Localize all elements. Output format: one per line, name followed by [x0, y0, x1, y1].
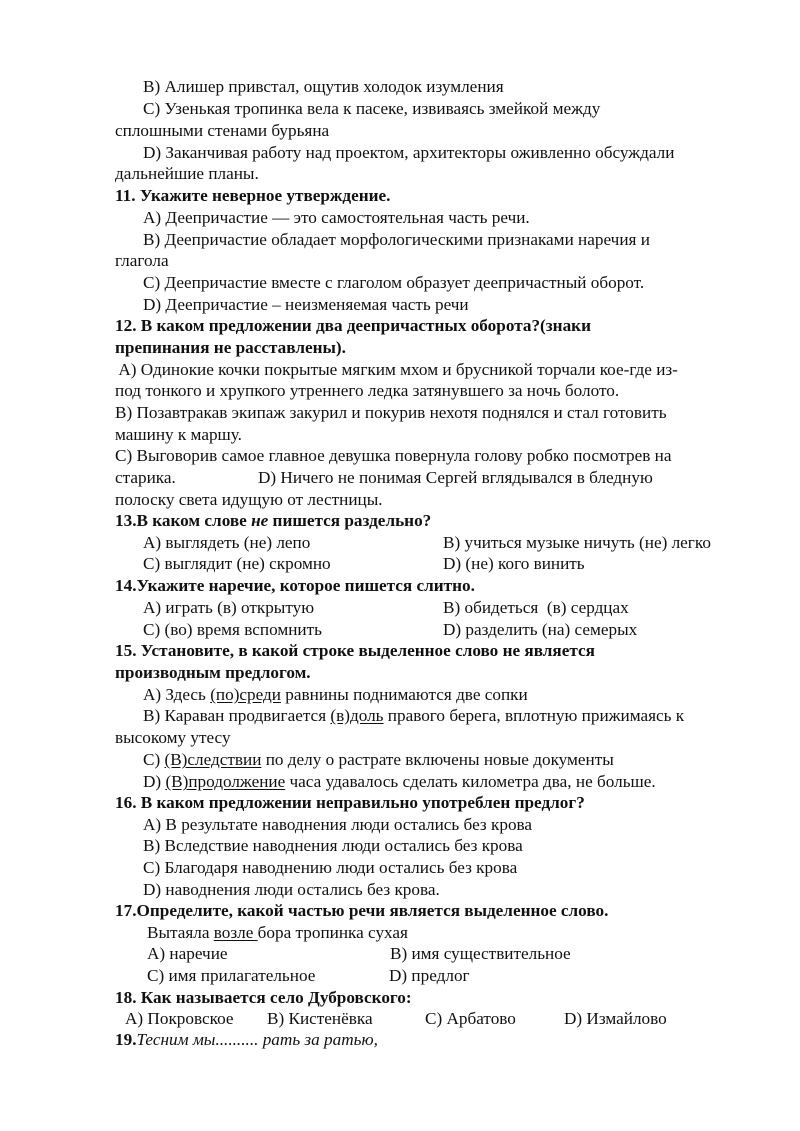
q15-option-b-line1	[143, 705, 684, 727]
q14-option-d: D) разделить (на) семерых	[443, 620, 638, 639]
q16-option-c: C) Благодаря наводнению люди остались без крова	[143, 858, 518, 877]
q18-option-b: B) Кистенёвка	[267, 1009, 373, 1028]
q12-option-c-line1: C) Выговорив самое главное девушка повернула голову робко посмотрев на	[115, 446, 672, 465]
q15-option-c	[143, 749, 614, 771]
q15-option-a	[143, 684, 528, 706]
q10-option-b: B) Алишер привстал, ощутив холодок изумления	[143, 77, 504, 96]
q15-option-d-pre: D)	[143, 772, 166, 791]
q18-option-d: D) Измайлово	[564, 1009, 667, 1028]
q13-option-b: B) учиться музыке ничуть (не) легко	[443, 533, 711, 552]
q17-title: 17.Определите, какой частью речи является выделенное слово.	[115, 901, 609, 920]
q19-number: 19.	[115, 1030, 137, 1049]
q11-option-d: D) Деепричастие – неизменяемая часть речи	[143, 295, 469, 314]
q15-option-b-post: правого берега, вплотную прижимаясь к	[383, 706, 685, 725]
q12-title-line1: 12. В каком предложении два деепричастных оборота?(знаки	[115, 316, 591, 335]
q12-option-b-line1: B) Позавтракав экипаж закурил и покурив нехотя поднялся и стал готовить	[115, 403, 667, 422]
q13-option-a: A) выглядеть (не) лепо	[143, 533, 311, 552]
q17-option-b: B) имя существительное	[390, 944, 571, 963]
q10-option-d-line1: D) Заканчивая работу над проектом, архитекторы оживленно обсуждали	[143, 143, 675, 162]
q12-title-line2: препинания не расставлены).	[115, 338, 346, 357]
q13-option-d: D) (не) кого винить	[443, 554, 585, 573]
q16-option-d: D) наводнения люди остались без крова.	[143, 880, 440, 899]
q19-text: Тесним мы.......... рать за ратью,	[136, 1030, 378, 1049]
q17-option-d: D) предлог	[389, 966, 470, 985]
q11-option-b-line2: глагола	[115, 251, 169, 270]
q17-sentence-highlight: возле	[213, 923, 258, 942]
q17-sentence	[147, 922, 408, 944]
q13-title-emphasis: не	[251, 511, 269, 530]
q16-title: 16. В каком предложении неправильно употреблен предлог?	[115, 793, 585, 812]
q12-option-d-line2: полоску света идущую от лестницы.	[115, 490, 383, 509]
q12-option-b-line2: машину к маршу.	[115, 425, 242, 444]
q17-option-c: C) имя прилагательное	[147, 966, 316, 985]
q13-title-post: пишется раздельно?	[268, 511, 432, 530]
q17-sentence-pre: Вытаяла	[147, 923, 214, 942]
q15-option-a-post: равнины поднимаются две сопки	[281, 685, 528, 704]
q13-title-pre: 13.В каком слове	[115, 511, 252, 530]
q11-option-a: A) Деепричастие — это самостоятельная часть речи.	[143, 208, 530, 227]
q12-option-d-line1: D) Ничего не понимая Сергей вглядывался в бледную	[258, 468, 653, 487]
q15-option-a-pre: A) Здесь	[143, 685, 211, 704]
q15-title-line2: производным предлогом.	[115, 663, 311, 682]
q12-option-a-line1: A) Одинокие кочки покрытые мягким мхом и брусникой торчали кое-где из-	[115, 360, 678, 379]
q14-option-b: B) обидеться (в) сердцах	[443, 598, 629, 617]
q15-option-d-highlight: (В)продолжение	[165, 772, 286, 791]
q18-option-c: C) Арбатово	[425, 1009, 516, 1028]
q14-option-a: A) играть (в) открытую	[143, 598, 315, 617]
q18-option-a: A) Покровское	[125, 1009, 234, 1028]
q15-option-c-highlight: (В)следствии	[164, 750, 262, 769]
q16-option-a: A) В результате наводнения люди остались без крова	[143, 815, 533, 834]
q17-option-a: A) наречие	[147, 944, 228, 963]
q15-option-c-post: по делу о растрате включены новые документы	[261, 750, 614, 769]
q14-option-c: C) (во) время вспомнить	[143, 620, 322, 639]
q11-title: 11. Укажите неверное утверждение.	[115, 186, 391, 205]
q15-option-b-pre: B) Караван продвигается	[143, 706, 331, 725]
q15-option-d-post: часа удавалось сделать километра два, не больше.	[285, 772, 656, 791]
q13-option-c: C) выглядит (не) скромно	[143, 554, 331, 573]
q11-option-c: C) Деепричастие вместе с глаголом образует деепричастный оборот.	[143, 273, 645, 292]
q11-option-b-line1: B) Деепричастие обладает морфологическими признаками наречия и	[143, 230, 650, 249]
q15-option-a-highlight: (по)среди	[210, 685, 281, 704]
q15-option-c-pre: C)	[143, 750, 165, 769]
q10-option-d-line2: дальнейшие планы.	[115, 164, 259, 183]
q10-option-c-line1: C) Узенькая тропинка вела к пасеке, извиваясь змейкой между	[143, 99, 601, 118]
q15-title-line1: 15. Установите, в какой строке выделенное слово не является	[115, 641, 595, 660]
q15-option-b-highlight: (в)доль	[330, 706, 384, 725]
q18-title: 18. Как называется село Дубровского:	[115, 988, 412, 1007]
q15-option-d	[143, 771, 656, 793]
q16-option-b: B) Вследствие наводнения люди остались без крова	[143, 836, 523, 855]
q19-line	[115, 1029, 378, 1051]
q14-title: 14.Укажите наречие, которое пишется слитно.	[115, 576, 475, 595]
q10-option-c-line2: сплошными стенами бурьяна	[115, 121, 330, 140]
q15-option-b-line2: высокому утесу	[115, 728, 231, 747]
q12-option-a-line2: под тонкого и хрупкого утреннего ледка затянувшего за ночь болото.	[115, 381, 620, 400]
q12-option-c-line2: старика.	[115, 468, 176, 487]
q13-title	[115, 510, 431, 532]
q17-sentence-post: бора тропинка сухая	[257, 923, 408, 942]
